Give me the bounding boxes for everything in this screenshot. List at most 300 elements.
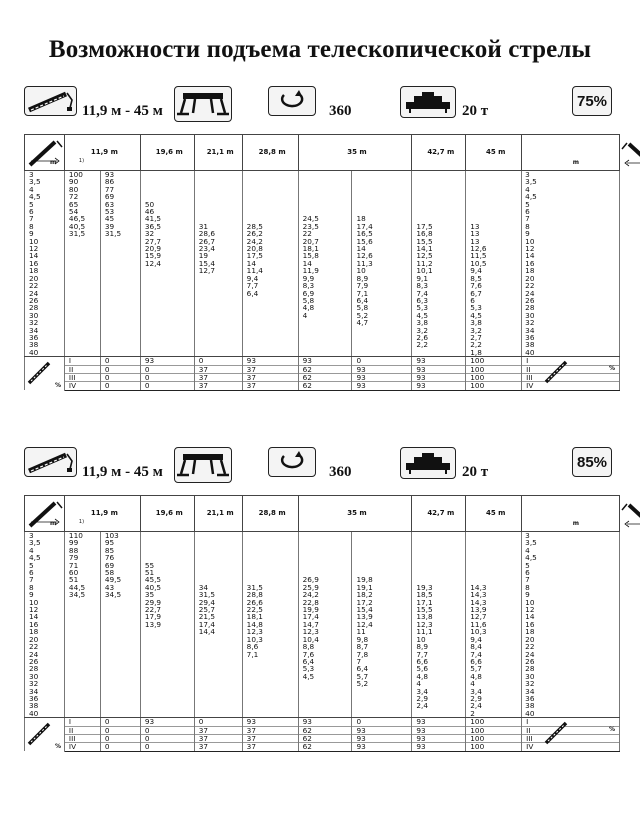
capacity-cell: 79 (64, 554, 100, 561)
column-header: 19,6 m (140, 496, 194, 532)
capacity-cell (140, 658, 194, 665)
radius-cell: 20 (25, 636, 65, 643)
radius-cell: 26 (25, 297, 65, 304)
capacity-cell (242, 554, 298, 561)
capacity-cell: 14 (298, 260, 352, 267)
capacity-cell (412, 208, 466, 215)
capacity-cell (100, 688, 140, 695)
radius-cell-right: 20 (522, 275, 620, 282)
capacity-cell: 5,8 (298, 297, 352, 304)
capacity-cell: 40,5 (140, 584, 194, 591)
capacity-cell: 44,5 (64, 584, 100, 591)
rotation-degrees: 360 (329, 464, 352, 480)
radius-cell-right: 3 (522, 171, 620, 179)
capacity-cell (352, 688, 412, 695)
capacity-cell: 7,7 (242, 282, 298, 289)
telescoping-cell: 93 (140, 718, 194, 726)
capacity-cell: 3,4 (466, 688, 522, 695)
counterweight-value: 20 т (462, 103, 489, 119)
radius-cell: 18 (25, 628, 65, 635)
telescoping-cell: 0 (100, 357, 140, 365)
radius-cell-right: 22 (522, 282, 620, 289)
capacity-cell (64, 282, 100, 289)
capacity-cell (194, 673, 242, 680)
capacity-cell (100, 252, 140, 259)
capacity-cell: 3,8 (412, 319, 466, 326)
load-chart-table (24, 495, 620, 752)
capacity-cell (194, 569, 242, 576)
capacity-cell: 51 (140, 569, 194, 576)
capacity-cell: 65 (64, 201, 100, 208)
capacity-cell: 2,4 (412, 702, 466, 709)
capacity-cell: 10 (412, 636, 466, 643)
radius-cell: 12 (25, 606, 65, 613)
capacity-cell: 2,6 (412, 334, 466, 341)
capacity-cell (298, 562, 352, 569)
radius-corner-cell-right (522, 496, 620, 532)
capacity-cell (64, 252, 100, 259)
telescoping-cell: 0 (140, 365, 194, 373)
column-header: 11,9 m 1) (64, 135, 140, 171)
capacity-cell: 11,5 (466, 252, 522, 259)
capacity-cell (194, 532, 242, 540)
telescoping-cell: 37 (194, 373, 242, 381)
capacity-cell: 100 (64, 171, 100, 179)
capacity-cell: 8,3 (298, 282, 352, 289)
radius-cell: 36 (25, 334, 65, 341)
capacity-cell: 11 (352, 628, 412, 635)
capacity-cell: 13,9 (466, 606, 522, 613)
capacity-cell: 76 (100, 554, 140, 561)
radius-cell: 24 (25, 651, 65, 658)
capacity-cell (352, 178, 412, 185)
capacity-cell (194, 665, 242, 672)
capacity-cell (194, 688, 242, 695)
capacity-cell: 80 (64, 186, 100, 193)
telescoping-cell: 0 (100, 718, 140, 726)
telescoping-cell: 0 (100, 726, 140, 734)
capacity-cell: 14,8 (242, 621, 298, 628)
capacity-cell (64, 290, 100, 297)
telescoping-cell: 37 (194, 734, 242, 742)
capacity-cell (412, 171, 466, 179)
radius-cell-right: 5 (522, 562, 620, 569)
capacity-cell (466, 569, 522, 576)
capacity-cell (64, 680, 100, 687)
capacity-cell: 22 (298, 230, 352, 237)
capacity-cell (242, 334, 298, 341)
capacity-cell: 15,4 (194, 260, 242, 267)
percent-unit: % (608, 365, 615, 373)
capacity-cell (100, 267, 140, 274)
telescoping-cell: 93 (412, 357, 466, 365)
capacity-cell: 20,9 (140, 245, 194, 252)
capacity-cell: 6,4 (298, 658, 352, 665)
capacity-cell (242, 673, 298, 680)
capacity-cell (412, 186, 466, 193)
radius-unit: m (572, 519, 579, 527)
radius-cell-right: 36 (522, 334, 620, 341)
capacity-cell (140, 334, 194, 341)
telescoping-cell: 37 (194, 365, 242, 373)
capacity-cell: 24,2 (298, 591, 352, 598)
radius-cell-right: 7 (522, 215, 620, 222)
column-header: 28,8 m (242, 135, 298, 171)
capacity-cell: 18,5 (412, 591, 466, 598)
radius-cell-right: 6 (522, 208, 620, 215)
capacity-cell (242, 569, 298, 576)
capacity-cell (64, 304, 100, 311)
capacity-cell (64, 599, 100, 606)
capacity-cell (194, 186, 242, 193)
capacity-cell: 8,4 (466, 643, 522, 650)
column-header: 45 m (466, 496, 522, 532)
capacity-cell: 7,7 (412, 651, 466, 658)
capacity-cell: 49,5 (100, 576, 140, 583)
capacity-cell (100, 628, 140, 635)
capacity-cell (352, 327, 412, 334)
capacity-cell: 5,6 (412, 665, 466, 672)
radius-cell: 32 (25, 319, 65, 326)
column-header: 11,9 m 1) (64, 496, 140, 532)
radius-corner-cell (25, 496, 65, 532)
telescoping-cell: 93 (412, 365, 466, 373)
radius-cell: 28 (25, 665, 65, 672)
radius-cell-right: 36 (522, 695, 620, 702)
capacity-cell: 6,6 (466, 658, 522, 665)
radius-cell-right: 22 (522, 643, 620, 650)
capacity-cell (194, 539, 242, 546)
capacity-cell (242, 201, 298, 208)
telescoping-cell: 0 (194, 718, 242, 726)
capacity-cell (194, 334, 242, 341)
radius-cell-right: 4 (522, 186, 620, 193)
column-header: 35 m (298, 496, 412, 532)
section-label: IV (64, 382, 100, 390)
capacity-cell: 3,2 (466, 327, 522, 334)
column-header: 21,1 m (194, 135, 242, 171)
radius-cell-right: 18 (522, 628, 620, 635)
section-label-right: II (522, 365, 620, 373)
capacity-cell (64, 636, 100, 643)
capacity-cell: 69 (100, 193, 140, 200)
boom-length-range: 11,9 м - 45 м (82, 464, 163, 480)
capacity-cell (64, 628, 100, 635)
capacity-cell: 8,5 (466, 275, 522, 282)
column-header: 42,7 m (412, 135, 466, 171)
section-label: IV (64, 743, 100, 751)
radius-cell: 5 (25, 562, 65, 569)
radius-cell: 14 (25, 613, 65, 620)
load-chart-table (24, 134, 620, 391)
radius-cell: 3,5 (25, 539, 65, 546)
capacity-cell: 23,5 (298, 223, 352, 230)
capacity-cell: 5,7 (352, 673, 412, 680)
capacity-cell (64, 312, 100, 319)
radius-cell-right: 3,5 (522, 178, 620, 185)
capacity-cell: 20,7 (298, 238, 352, 245)
capacity-cell (242, 562, 298, 569)
radius-cell: 12 (25, 245, 65, 252)
radius-cell-right: 28 (522, 304, 620, 311)
capacity-cell (242, 702, 298, 709)
telescoping-cell: 100 (466, 373, 522, 381)
capacity-cell (100, 636, 140, 643)
capacity-cell: 10,5 (466, 260, 522, 267)
section-label-right: II (522, 726, 620, 734)
capacity-cell (194, 201, 242, 208)
capacity-cell: 1,8 (466, 349, 522, 357)
capacity-cell (298, 319, 352, 326)
radius-cell-right: 24 (522, 651, 620, 658)
capacity-cell: 2,2 (412, 341, 466, 348)
radius-cell: 4 (25, 186, 65, 193)
capacity-cell: 4,8 (412, 673, 466, 680)
table-row (25, 710, 620, 718)
capacity-cell: 6,7 (466, 290, 522, 297)
capacity-cell: 7,1 (352, 290, 412, 297)
capacity-cell: 14,4 (194, 628, 242, 635)
telescopic-section-icon (27, 359, 53, 386)
capacity-cell (466, 547, 522, 554)
telescoping-cell: 37 (242, 382, 298, 390)
radius-cell: 36 (25, 695, 65, 702)
radius-cell-right: 18 (522, 267, 620, 274)
capacity-cell: 7,6 (298, 651, 352, 658)
capacity-cell: 9,4 (242, 275, 298, 282)
capacity-cell (100, 599, 140, 606)
capacity-cell (242, 532, 298, 540)
capacity-cell (466, 208, 522, 215)
column-header: 42,7 m (412, 496, 466, 532)
capacity-cell (140, 532, 194, 540)
capacity-cell: 6,4 (242, 290, 298, 297)
telescoping-cell: 62 (298, 726, 352, 734)
capacity-cell: 19 (194, 252, 242, 259)
capacity-cell: 12,3 (298, 628, 352, 635)
capacity-cell: 53 (100, 208, 140, 215)
radius-cell: 34 (25, 688, 65, 695)
telescoping-cell: 93 (242, 357, 298, 365)
capacity-cell: 7 (352, 658, 412, 665)
capacity-cell: 19,1 (352, 584, 412, 591)
capacity-cell: 7,8 (352, 651, 412, 658)
capacity-cell: 4,8 (466, 673, 522, 680)
capacity-cell: 11,4 (242, 267, 298, 274)
capacity-cell: 36,5 (140, 223, 194, 230)
capacity-cell: 95 (100, 539, 140, 546)
capacity-cell: 4,5 (412, 312, 466, 319)
capacity-cell (242, 658, 298, 665)
capacity-cell: 46 (140, 208, 194, 215)
capacity-cell: 10,3 (242, 636, 298, 643)
capacity-cell: 15,5 (412, 606, 466, 613)
telescoping-cell: 37 (194, 743, 242, 751)
capacity-cell (64, 695, 100, 702)
radius-cell-right: 9 (522, 591, 620, 598)
capacity-cell (352, 702, 412, 709)
telescoping-cell: 0 (140, 382, 194, 390)
telescoping-cell: 0 (352, 718, 412, 726)
capacity-cell (100, 665, 140, 672)
capacity-cell (140, 547, 194, 554)
capacity-cell: 4,7 (352, 319, 412, 326)
capacity-cell: 12,7 (194, 267, 242, 274)
capacity-cell (352, 539, 412, 546)
capacity-cell: 4 (466, 680, 522, 687)
capacity-cell: 88 (64, 547, 100, 554)
capacity-cell: 60 (64, 569, 100, 576)
capacity-cell: 63 (100, 201, 140, 208)
capacity-cell (140, 695, 194, 702)
section-label-right: III (522, 373, 620, 381)
capacity-cell (100, 275, 140, 282)
capacity-cell (64, 658, 100, 665)
capacity-cell (412, 178, 466, 185)
capacity-cell: 9,4 (466, 636, 522, 643)
rotation-icon (268, 86, 316, 116)
telescoping-cell: 62 (298, 382, 352, 390)
capacity-cell: 13,9 (352, 613, 412, 620)
capacity-cell: 5,8 (352, 304, 412, 311)
load-chart-block-85 (24, 447, 620, 752)
capacity-cell: 8,3 (412, 282, 466, 289)
radius-cell-right: 38 (522, 702, 620, 709)
capacity-cell: 17,4 (194, 621, 242, 628)
outrigger-icon (174, 447, 232, 483)
telescoping-cell: 93 (140, 357, 194, 365)
capacity-cell: 6,9 (298, 290, 352, 297)
capacity-cell: 14,7 (298, 621, 352, 628)
capacity-cell: 12,4 (352, 621, 412, 628)
capacity-cell: 31,5 (242, 584, 298, 591)
capacity-cell: 15,6 (352, 238, 412, 245)
capacity-cell: 18,2 (352, 591, 412, 598)
capacity-cell: 20,8 (242, 245, 298, 252)
capacity-cell: 7,4 (466, 651, 522, 658)
section-label: III (64, 734, 100, 742)
percent-unit: % (55, 381, 62, 389)
footnote-marker: 1) (78, 157, 85, 164)
rotation-degrees: 360 (329, 103, 352, 119)
capacity-cell: 3,8 (466, 319, 522, 326)
capacity-cell: 17,5 (242, 252, 298, 259)
telescoping-cell: 0 (140, 734, 194, 742)
radius-cell: 32 (25, 680, 65, 687)
radius-cell: 3 (25, 171, 65, 179)
capacity-cell: 34 (194, 584, 242, 591)
telescoping-cell: 0 (100, 743, 140, 751)
capacity-cell: 4,5 (466, 312, 522, 319)
counterweight-icon (400, 447, 456, 479)
capacity-cell (140, 688, 194, 695)
outrigger-icon (174, 86, 232, 122)
column-header: 21,1 m (194, 496, 242, 532)
telescoping-cell: 0 (352, 357, 412, 365)
radius-cell: 28 (25, 304, 65, 311)
radius-cell: 18 (25, 267, 65, 274)
capacity-cell: 85 (100, 547, 140, 554)
radius-unit: m (572, 158, 579, 166)
section-label-right: I % (522, 718, 620, 726)
load-chart-block-75 (24, 86, 620, 391)
capacity-cell: 72 (64, 193, 100, 200)
capacity-cell: 29,9 (140, 599, 194, 606)
radius-cell-right: 26 (522, 297, 620, 304)
capacity-cell (242, 327, 298, 334)
telescoping-row (25, 382, 620, 390)
capacity-cell (298, 186, 352, 193)
radius-cell-right: 32 (522, 680, 620, 687)
capacity-cell (298, 341, 352, 348)
capacity-cell: 8,9 (352, 275, 412, 282)
radius-cell-right: 40 (522, 710, 620, 718)
capacity-cell (100, 702, 140, 709)
capacity-cell (140, 702, 194, 709)
capacity-cell (100, 651, 140, 658)
capacity-cell (140, 171, 194, 179)
capacity-cell: 58 (100, 569, 140, 576)
capacity-cell (100, 673, 140, 680)
telescoping-cell: 37 (242, 365, 298, 373)
capacity-cell (140, 665, 194, 672)
telescoping-cell: 0 (140, 743, 194, 751)
radius-cell: 22 (25, 643, 65, 650)
rotation-icon (268, 447, 316, 477)
capacity-cell (466, 186, 522, 193)
capacity-cell (194, 636, 242, 643)
radius-cell: 7 (25, 215, 65, 222)
capacity-cell: 4,5 (298, 673, 352, 680)
capacity-cell: 14 (352, 245, 412, 252)
capacity-cell (194, 327, 242, 334)
telescoping-cell: 93 (412, 382, 466, 390)
telescoping-cell: 100 (466, 382, 522, 390)
capacity-cell: 7,4 (412, 290, 466, 297)
radius-cell: 30 (25, 312, 65, 319)
capacity-cell: 54 (64, 208, 100, 215)
capacity-cell: 14 (242, 260, 298, 267)
capacity-cell (194, 702, 242, 709)
capacity-cell: 10,1 (412, 267, 466, 274)
capacity-cell (100, 680, 140, 687)
radius-cell-right: 26 (522, 658, 620, 665)
radius-cell-right: 24 (522, 290, 620, 297)
capacity-cell (64, 651, 100, 658)
capacity-cell: 27,7 (140, 238, 194, 245)
capacity-cell: 13 (466, 223, 522, 230)
capacity-cell (140, 319, 194, 326)
capacity-cell (140, 341, 194, 348)
capacity-cell (298, 554, 352, 561)
capacity-cell: 17,4 (298, 613, 352, 620)
capacity-cell (100, 658, 140, 665)
capacity-cell (64, 319, 100, 326)
capacity-cell: 14,1 (412, 245, 466, 252)
radius-cell-right: 40 (522, 349, 620, 357)
telescoping-cell: 62 (298, 734, 352, 742)
capacity-cell: 31,5 (194, 591, 242, 598)
capacity-cell: 12,3 (242, 628, 298, 635)
section-label: I (64, 357, 100, 365)
telescoping-cell: 62 (298, 373, 352, 381)
capacity-cell (194, 171, 242, 179)
radius-cell-right: 3 (522, 532, 620, 540)
capacity-cell: 2 (466, 710, 522, 718)
capacity-cell (242, 539, 298, 546)
capacity-cell (194, 554, 242, 561)
radius-cell-right: 3,5 (522, 539, 620, 546)
